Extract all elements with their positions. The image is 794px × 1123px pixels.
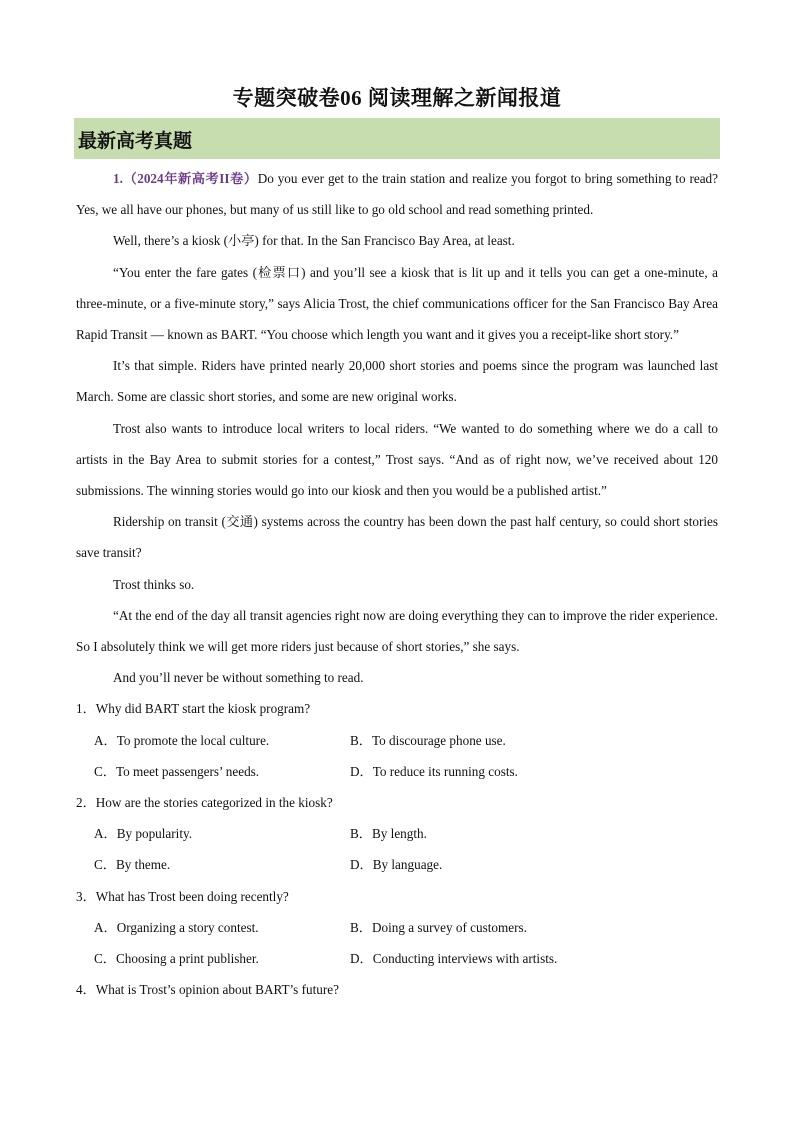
passage-paragraph: And you’ll never be without something to read. [113,670,364,686]
question-stem: 4．What is Trost’s opinion about BART’s future? [76,982,339,998]
option-a: A．Organizing a story contest. [94,919,259,935]
option-d: D．By language. [350,857,443,873]
passage-paragraph: Well, there’s a kiosk (小亭) for that. In the San Francisco Bay Area, at least. [113,233,515,249]
option-b: B．To discourage phone use. [350,732,506,748]
passage-paragraph: It’s that simple. Riders have printed nearly 20,000 short stories and poems since the program was launched last March. Some are classic short stories, and some are new original works. [76,358,718,405]
question-stem: 1．Why did BART start the kiosk program? [76,701,311,717]
passage-body [76,163,718,1005]
question-options [76,912,718,974]
passage-paragraph: “At the end of the day all transit agencies right now are doing everything they can to improve the rider experience. So I absolutely think we will get more riders just because of short stories,” she says. [76,607,718,655]
question-options [76,818,718,880]
section-header [74,118,720,159]
option-c: C．By theme. [94,857,171,873]
option-c: C．To meet passengers’ needs. [94,763,260,779]
option-d: D．To reduce its running costs. [350,763,518,779]
page-title: 专题突破卷06 阅读理解之新闻报道 [232,86,562,110]
option-b: B．Doing a survey of customers. [350,919,527,935]
section-title: 最新高考真题 [78,131,193,152]
passage-paragraph: “You enter the fare gates (检票口) and you’ll see a kiosk that is lit up and it tells you can get a one-minute, a three-minute, or a five-minute story,” says Alicia Trost, the chief communications officer for the San Francisco Bay Area Rapid Transit — known as BART. “You choose which length you want and it gives you a receipt-like short story.” [76,264,718,343]
option-d: D．Conducting interviews with artists. [350,951,558,967]
question-stem: 3．What has Trost been doing recently? [76,888,289,904]
passage-paragraph: Trost thinks so. [113,576,195,592]
question-options [76,725,718,787]
option-b: B．By length. [350,826,427,842]
option-a: A．To promote the local culture. [94,732,270,748]
passage-paragraph: 1.（2024年新高考II卷）Do you ever get to the train station and realize you forgot to bring something to read? Yes, we all have our phones, but many of us still like to go old school and read something printed. [76,171,718,218]
passage-paragraph: Trost also wants to introduce local writers to local riders. “We wanted to do something where we do a call to artists in the Bay Area to submit stories for a contest,” Trost says. “And as of right now, we’ve received about 120 submissions. The winning stories would go into our kiosk and then you would be a published artist.” [76,420,718,499]
question-stem: 2．How are the stories categorized in the kiosk? [76,795,333,811]
option-c: C．Choosing a print publisher. [94,951,259,967]
passage-paragraph: Ridership on transit (交通) systems across the country has been down the past half century, so could short stories save transit? [76,514,718,561]
option-a: A．By popularity. [94,826,193,842]
source-tag: 1.（2024年新高考II卷） [113,171,258,186]
